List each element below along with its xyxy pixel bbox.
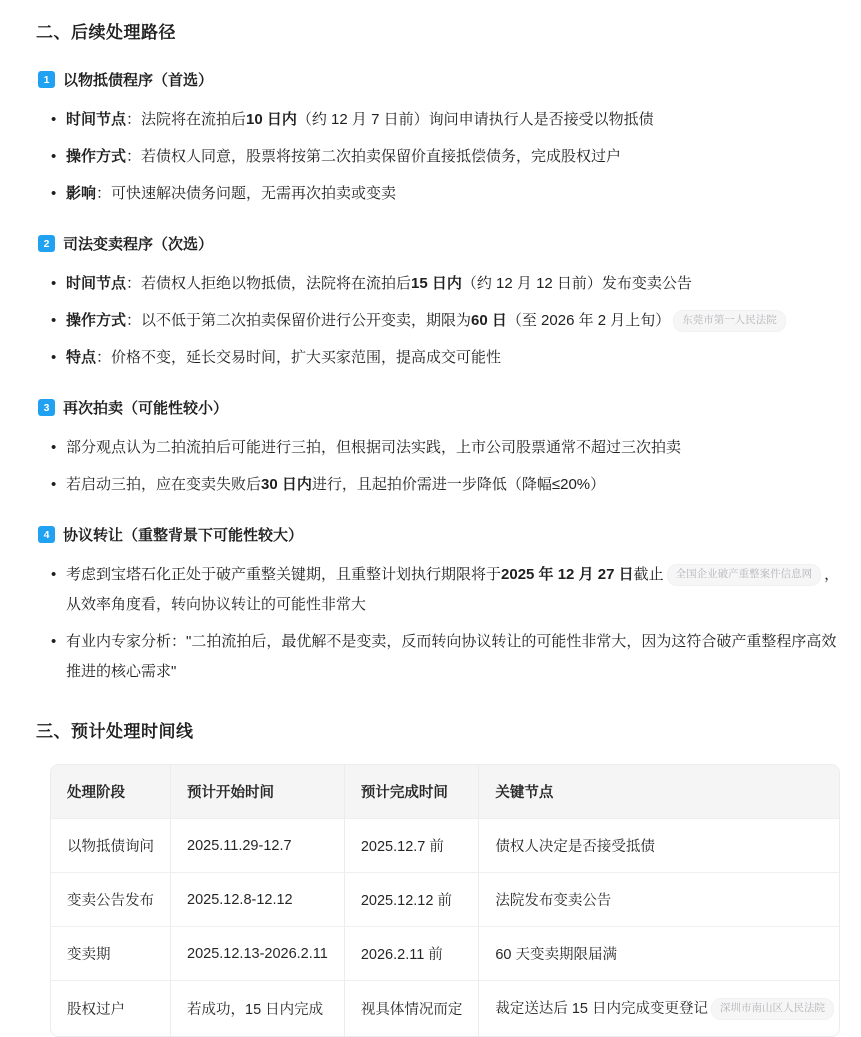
emphasized-text: 时间节点 — [66, 111, 127, 128]
text-run: 变卖公告发布 — [67, 893, 154, 909]
emphasized-text: 时间节点 — [66, 275, 127, 292]
table-cell — [51, 819, 171, 873]
table-cell — [171, 873, 345, 927]
subsection-title: 以物抵债程序（首选） — [63, 72, 214, 89]
table-header-cell: 预计完成时间 — [344, 765, 479, 819]
emphasized-text: 操作方式 — [66, 148, 127, 165]
table-cell — [171, 927, 345, 981]
timeline-table — [51, 765, 840, 1036]
table-cell — [51, 873, 171, 927]
text-run: 2026.2.11 前 — [360, 947, 443, 963]
text-run: （约 12 月 7 日前）询问申请执行人是否接受以物抵债 — [296, 111, 654, 128]
bullet-list — [36, 560, 845, 687]
table-cell — [51, 981, 171, 1036]
subsection-title: 协议转让（重整背景下可能性较大） — [63, 527, 304, 544]
text-run: 考虑到宝塔石化正处于破产重整关键期，且重整计划执行期限将于 — [66, 566, 502, 583]
table-cell — [479, 981, 840, 1036]
bullet-list — [36, 433, 845, 500]
text-run: ，从效率角度看，转向协议转让的可能性非常大 — [66, 566, 840, 613]
table-cell — [344, 819, 479, 873]
text-run: ：可快速解决债务问题，无需再次拍卖或变卖 — [96, 185, 397, 202]
emphasized-text: 操作方式 — [66, 312, 127, 329]
text-run: 若启动三拍，应在变卖失败后 — [66, 476, 262, 493]
table-body — [51, 819, 840, 1036]
number-badge: 1 — [38, 71, 55, 88]
emphasized-text: 影响 — [66, 185, 97, 202]
table-cell — [344, 927, 479, 981]
emphasized-text: 2025 年 12 月 27 日 — [501, 566, 634, 583]
citation-source-tag[interactable]: 深圳市南山区人民法院 — [711, 998, 834, 1020]
table-cell — [344, 981, 479, 1036]
table-cell — [171, 981, 345, 1036]
bullet-item — [50, 142, 845, 172]
table-header-cell: 处理阶段 — [51, 765, 171, 819]
emphasized-text: 15 日内 — [411, 275, 462, 292]
text-run: 裁定送达后 15 日内完成变更登记 — [495, 1001, 709, 1017]
subsection-title: 再次拍卖（可能性较小） — [63, 400, 229, 417]
text-run: 以物抵债询问 — [67, 839, 154, 855]
bullet-list — [36, 105, 845, 209]
table-header-cell: 关键节点 — [479, 765, 840, 819]
table-cell — [479, 873, 840, 927]
table-header-row — [51, 765, 840, 819]
text-run: ：若债权人同意，股票将按第二次拍卖保留价直接抵偿债务，完成股权过户 — [126, 148, 622, 165]
text-run: ：价格不变，延长交易时间，扩大买家范围，提高成交可能性 — [96, 349, 502, 366]
bullet-item — [50, 306, 845, 336]
bullet-item — [50, 343, 845, 373]
text-run: （约 12 月 12 日前）发布变卖公告 — [461, 275, 692, 292]
table-row — [51, 927, 840, 981]
number-badge: 4 — [38, 526, 55, 543]
emphasized-text: 30 日内 — [261, 476, 312, 493]
text-run: ：以不低于第二次拍卖保留价进行公开变卖，期限为 — [126, 312, 472, 329]
text-run: （至 2026 年 2 月上旬） — [506, 312, 671, 329]
table-cell — [479, 927, 840, 981]
text-run: 视具体情况而定 — [360, 1001, 463, 1018]
text-run: 2025.12.7 前 — [360, 839, 444, 855]
subsection-title: 司法变卖程序（次选） — [63, 236, 214, 253]
bullet-item — [50, 470, 845, 500]
text-run: 股权过户 — [67, 1001, 125, 1018]
text-run: ：若债权人拒绝以物抵债，法院将在流拍后 — [126, 275, 412, 292]
text-run: 变卖期 — [67, 947, 111, 963]
subsection-heading — [38, 233, 845, 254]
table-cell — [479, 819, 840, 873]
table-cell — [344, 873, 479, 927]
subsection-heading — [38, 397, 845, 418]
number-badge: 3 — [38, 399, 55, 416]
text-run: 若成功，15 日内完成 — [187, 1001, 324, 1018]
bullet-item — [50, 433, 845, 463]
text-run: 债权人决定是否接受抵债 — [495, 839, 655, 855]
text-run: 有业内专家分析："二拍流拍后，最优解不是变卖，反而转向协议转让的可能性非常大，因为这符合破产重整程序高效推进的核心需求" — [66, 633, 837, 680]
text-run: ：法院将在流拍后 — [126, 111, 247, 128]
subsection-heading — [38, 524, 845, 545]
text-run: 2025.12.13-2026.2.11 — [187, 945, 328, 962]
timeline-table-container — [50, 764, 840, 1037]
text-run: 部分观点认为二拍流拍后可能进行三拍，但根据司法实践，上市公司股票通常不超过三次拍卖 — [66, 439, 682, 456]
emphasized-text: 特点 — [66, 349, 97, 366]
text-run: 截止 — [633, 566, 664, 583]
text-run: 进行，且起拍价需进一步降低（降幅≤20%） — [311, 476, 606, 493]
section-followup-title: 二、后续处理路径 — [36, 23, 176, 42]
bullet-item — [50, 105, 845, 135]
text-run: 法院发布变卖公告 — [495, 893, 612, 909]
text-run: 2025.11.29-12.7 — [187, 837, 292, 854]
table-header-cell: 预计开始时间 — [171, 765, 345, 819]
subsection-list — [36, 69, 845, 687]
bullet-item — [50, 179, 845, 209]
text-run: 2025.12.8-12.12 — [187, 891, 293, 908]
emphasized-text: 60 日 — [471, 312, 507, 329]
subsection-heading — [38, 69, 845, 90]
table-cell — [171, 819, 345, 873]
bullet-item — [50, 627, 845, 687]
table-row — [51, 873, 840, 927]
citation-source-tag[interactable]: 东莞市第一人民法院 — [673, 310, 786, 332]
table-row — [51, 819, 840, 873]
text-run: 60 天变卖期限届满 — [495, 947, 618, 963]
table-row — [51, 981, 840, 1036]
emphasized-text: 10 日内 — [246, 111, 297, 128]
number-badge: 2 — [38, 235, 55, 252]
bullet-list — [36, 269, 845, 373]
bullet-item — [50, 560, 845, 620]
text-run: 2025.12.12 前 — [360, 893, 452, 909]
bullet-item — [50, 269, 845, 299]
section-timeline-title: 三、预计处理时间线 — [36, 722, 194, 741]
citation-source-tag[interactable]: 全国企业破产重整案件信息网 — [667, 564, 822, 586]
table-cell — [51, 927, 171, 981]
